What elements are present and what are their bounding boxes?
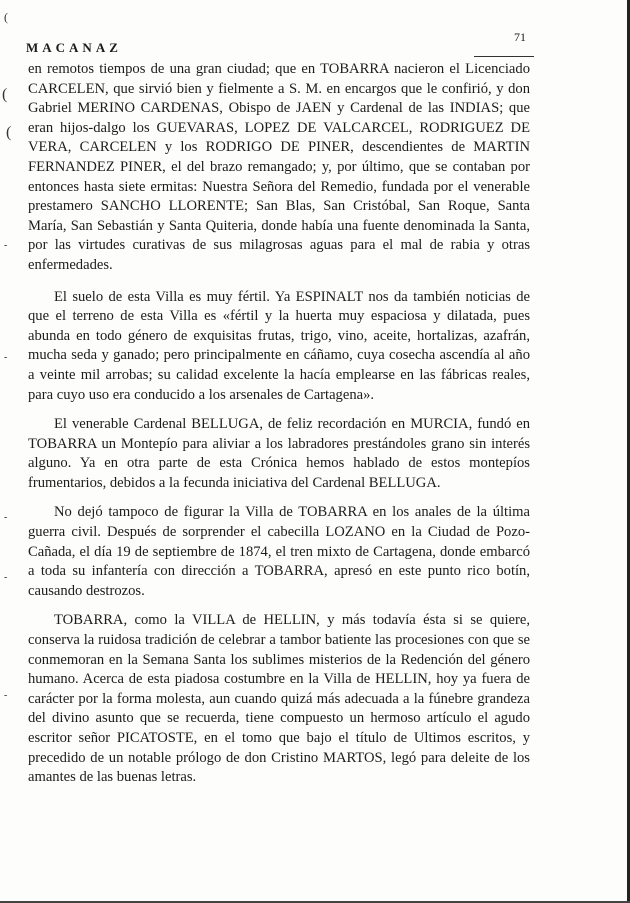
margin-mark: ( (6, 124, 12, 141)
margin-mark: - (4, 352, 8, 363)
page-number: 71 (514, 30, 526, 44)
paragraph-continuation: en remotos tiempos de una gran ciudad; que en TOBARRA nacieron el Licenciado CARCELEN, que sirvió bien y fielmente a S. M. en encargos que le confirió, y don Gabriel MERINO CARDENAS, Obispo de JAEN y Cardenal de las INDIAS; que eran hijos-dalgo los GUEVARAS, LOPEZ DE VALCARCEL, RODRIGUEZ DE VERA, CARCELEN y los RODRIGO DE PINER, descendientes de MARTIN FERNANDEZ PINER, el del brazo remangado; y, por último, que se contaban por entonces hasta siete ermitas: Nuestra Señora del Remedio, fundada por el venerable prestamero SANCHO LLORENTE; San Blas, San Cristóbal, San Roque, Santa María, San Sebastián y Santa Quiteria, donde había una fuente denominada la Santa, por las virtudes curativas de sus milagrosas aguas para el mal de rabia y otras enfermedades. (28, 61, 530, 273)
running-head: MACANAZ (26, 40, 122, 55)
paragraph-soil: El suelo de esta Villa es muy fértil. Ya ESPINALT nos da también noticias de que el terreno de esta Villa es «fértil y la huerta muy espaciosa y dilatada, pues abunda en todo género de exquisitas frutas, trigo, vino, aceite, hortalizas, azafrán, mucha seda y ganado; pero principalmente en cáñamo, cuya cosecha ascendía al año a veinte mil arrobas; su calidad excelente la hacía emplearse en las fábricas reales, para cuyo uso era conducido a los arsenales de Cartagena». (28, 288, 530, 403)
margin-mark: - (4, 512, 8, 523)
page-header (26, 30, 526, 58)
margin-mark: - (4, 572, 8, 583)
margin-mark: ( (4, 10, 8, 24)
paragraph-belluga: El venerable Cardenal BELLUGA, de feliz recordación en MURCIA, fundó en TOBARRA un Montepío para aliviar a los labradores prestándoles grano sin interés alguno. Ya en otra parte de esta Crónica hemos hablado de estos montepíos frumentarios, debidos a la fecunda iniciativa del Cardenal BELLUGA. (28, 416, 530, 491)
margin-mark: ( (2, 86, 8, 103)
body-text (28, 60, 530, 798)
margin-mark: - (4, 690, 8, 701)
header-rule (474, 56, 534, 57)
margin-mark: - (4, 240, 8, 251)
paragraph-drums: TOBARRA, como la VILLA de HELLIN, y más todavía ésta si se quiere, conserva la ruidosa tradición de celebrar a tambor batiente las procesiones con que se conmemoran en la Semana Santa los sublimes misterios de la Redención del género humano. Acerca de esta piadosa costumbre en la Villa de HELLIN, hoy ya fuera de carácter por la forma molesta, aun cuando quizá más adecuada a la fúnebre grandeza del divino asunto que se recuerda, tiene compuesto un hermoso artículo el agudo escritor señor PICATOSTE, en el tomo que bajo el título de Ultimos escritos, y precedido de un notable prólogo de don Cristino MARTOS, legó para deleite de los amantes de las buenas letras. (28, 612, 530, 786)
paragraph-civil-war: No dejó tampoco de figurar la Villa de TOBARRA en los anales de la última guerra civil. Después de sorprender el cabecilla LOZANO en la Ciudad de Pozo-Cañada, el día 19 de septiembre de 1874, el tren mixto de Cartagena, donde embarcó a toda su infantería con dirección a TOBARRA, apresó en este punto rico botín, causando destrozos. (28, 504, 530, 599)
